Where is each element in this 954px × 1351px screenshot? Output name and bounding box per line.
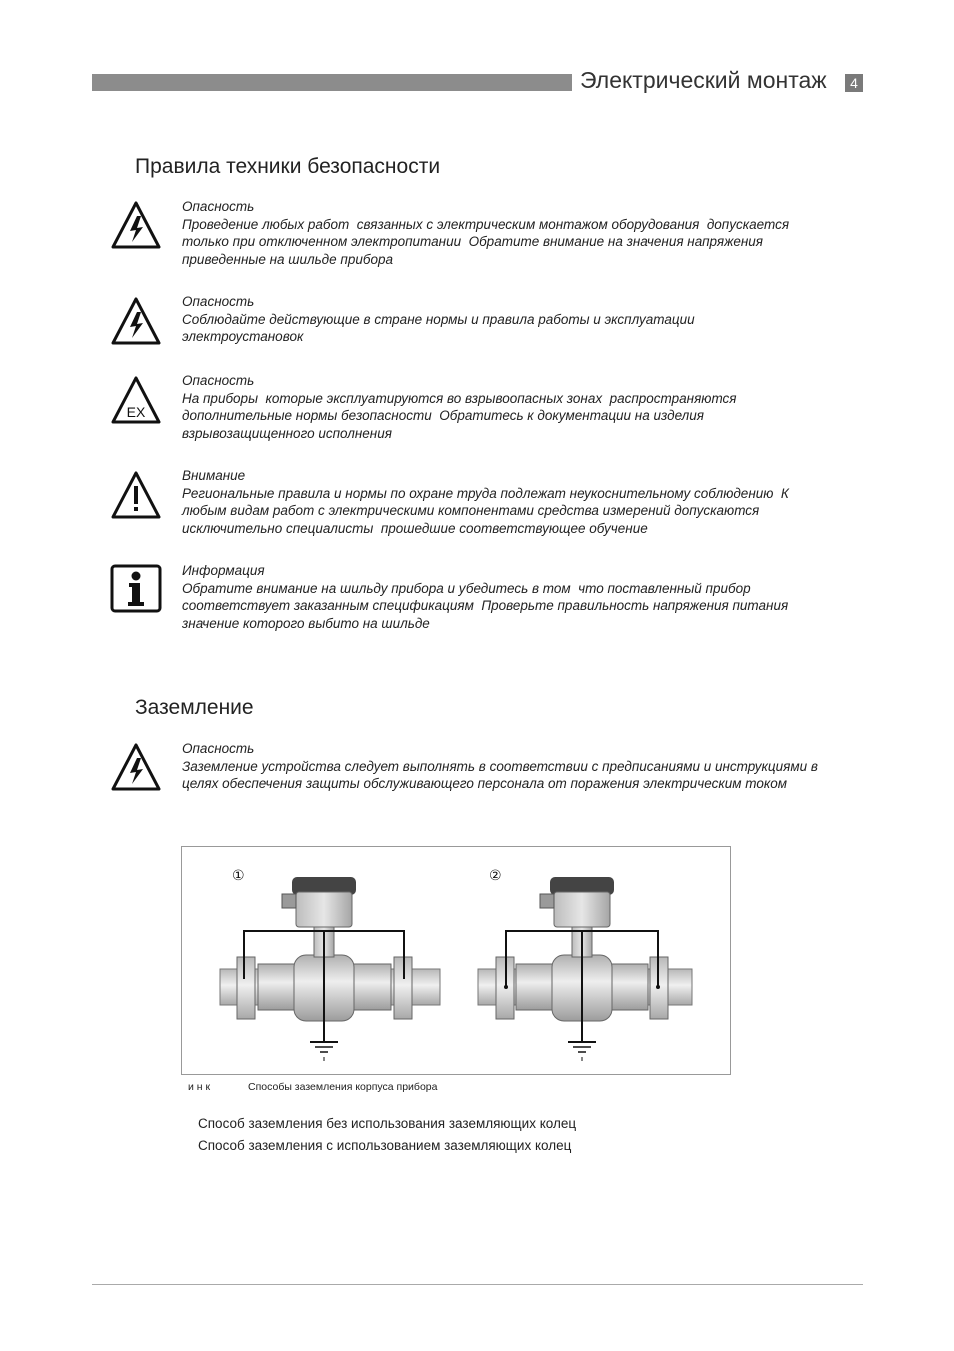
- notice-danger-ex: [182, 372, 862, 442]
- notice-info: [182, 562, 862, 632]
- notice-line: только при отключенном электропитании Обратите внимание на значения напряжения: [182, 234, 764, 249]
- grounding-section-title: Заземление: [135, 696, 254, 719]
- notice-line: взрывозащищенного исполнения: [182, 425, 392, 441]
- chapter-title: Электрический монтаж: [580, 67, 827, 93]
- notice-line: приведенные на шильде прибора: [182, 251, 393, 267]
- notice-line: исключительно специалисты прошедшие соответствующее обучение: [182, 520, 648, 536]
- notice-line: Соблюдайте действующие в стране нормы и правила работы и эксплуатации: [182, 311, 695, 327]
- notice-line: дополнительные нормы безопасности Обратитесь к документации на изделия: [182, 408, 704, 423]
- notice-heading: Внимание: [182, 468, 246, 483]
- grounding-diagram: [182, 847, 730, 1074]
- ex-hazard-icon: [110, 375, 162, 425]
- notice-heading: Опасность: [182, 741, 255, 756]
- notice-danger-2: [182, 293, 862, 346]
- marker-2: ②: [489, 868, 502, 884]
- chapter-number-badge: 4: [845, 74, 863, 92]
- figure-caption-ref: и н к: [188, 1081, 211, 1093]
- notice-line: любым видам работ с электрическими компонентами средства измерений допускаются: [182, 503, 760, 518]
- legend-item-1: Способ заземления без использования заземляющих колец: [198, 1116, 577, 1131]
- electric-hazard-icon: [110, 296, 162, 346]
- notice-heading: Опасность: [182, 199, 255, 214]
- diagram-without-rings: [220, 868, 440, 1061]
- figure-caption-text: Способы заземления корпуса прибора: [248, 1081, 438, 1093]
- notice-line: Обратите внимание на шильду прибора и убедитесь в том что поставленный прибор: [182, 580, 751, 596]
- notice-caution: [182, 467, 862, 537]
- notice-line: На приборы которые эксплуатируются во взрывоопасных зонах распространяются: [182, 390, 737, 406]
- warning-icon: [110, 470, 162, 520]
- header-bar: [92, 74, 572, 91]
- notice-line: соответствует заказанным спецификациям Проверьте правильность напряжения питания: [182, 598, 789, 613]
- notice-danger-grounding: [182, 740, 872, 793]
- legend-item-2: Способ заземления с использованием заземляющих колец: [198, 1138, 572, 1153]
- notice-line: Проведение любых работ связанных с электрическим монтажом оборудования допускается: [182, 216, 790, 232]
- notice-heading: Опасность: [182, 373, 255, 388]
- notice-line: Региональные правила и нормы по охране труда подлежат неукоснительному соблюдению К: [182, 485, 789, 501]
- notice-line: электроустановок: [182, 329, 304, 344]
- notice-line: значение которого выбито на шильде: [182, 615, 430, 631]
- notice-line: целях обеспечения защиты обслуживающего персонала от поражения электрическим током: [182, 776, 787, 791]
- footer-divider: [92, 1284, 863, 1285]
- figure-caption: [188, 1081, 437, 1093]
- electric-hazard-icon: [110, 200, 162, 250]
- svg-text:EX: EX: [126, 404, 146, 420]
- notice-line: Заземление устройства следует выполнять в соответствии с предписаниями и инструкциями в: [182, 758, 818, 774]
- notice-heading: Информация: [182, 563, 265, 578]
- grounding-figure: [181, 846, 731, 1075]
- notice-danger-1: [182, 198, 862, 268]
- diagram-with-rings: [478, 868, 692, 1061]
- electric-hazard-icon: [110, 742, 162, 792]
- notice-heading: Опасность: [182, 294, 255, 309]
- safety-section-title: Правила техники безопасности: [135, 155, 441, 178]
- marker-1: ①: [232, 868, 245, 884]
- info-icon: [110, 564, 162, 614]
